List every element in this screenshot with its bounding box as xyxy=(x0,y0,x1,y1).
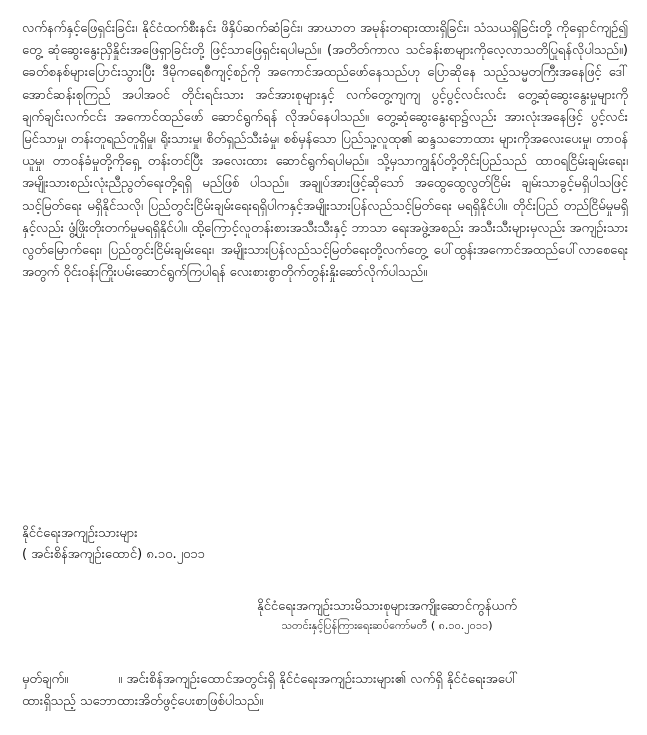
signature-left xyxy=(22,523,205,565)
note-line-1: အင်းစိန်အကျဉ်းထောင်အတွင်းရှိ နိုင်ငံရေးအကျဉ်းသားများ၏ လက်ရှိ နိုင်ငံရေးအပေါ် xyxy=(126,672,519,687)
signature-right xyxy=(257,597,517,635)
subcommittee-date: သတင်းနှင့်ပြန်ကြားရေးဆပ်ကော်မတီ ( ၈.၁၀.၂၀၁၁) xyxy=(281,619,493,632)
note-label: မှတ်ချက်။ xyxy=(22,672,69,687)
statement-paragraph: လက်နက်နှင့်ဖြေရှင်းခြင်း၊ နိုင်ငံထက်စီးနင်း ဖိနှိပ်ဆက်ဆံခြင်း၊ အာဃာတ အမုန်းတရားထားရှိခြင်း၊ သံသယရှိခြင်းတို့ ကိုရှောင်ကျဉ်၍ တွေ့ ဆုံဆွေးနွေးညှိနှိုင်းအဖြေရှာခြင်းတို့ ဖြင့်သာဖြေရှင်းရပါမည်။ (အတိတ်ကာလ သင်ခန်းစာများကိုလေ့လာသတိပြုရန်လိုပါသည်။) ခေတ်စနစ်များပြောင်းသွားပြီး ဒီမိုကရေစီကျင့်စဉ်ကို အကောင်အထည်ဖော်နေသည်ဟု ပြောဆိုနေ သည့်သမ္မတကြီးအနေဖြင့် ဒေါ်အောင်ဆန်းစုကြည် အပါအဝင် တိုင်းရင်းသား အင်အားစုများနှင့် လက်တွေ့ကျကျ ပွင့်ပွင့်လင်းလင်း တွေ့ဆုံဆွေးနွေးမှုများကို ချက်ချင်းလက်ငင်း အကောင်ထည်ဖော် ဆောင်ရွက်ရန် လိုအပ်နေပါသည်။ တွေ့ဆုံဆွေးနွေးရာ၌လည်း အားလုံးအနေဖြင့် ပွင့်လင်းမြင်သာမှု၊ တန်းတူရည်တူရှိမှု၊ ရိုးသားမှု၊ စိတ်ရှည်သီးခံမှု၊ စစ်မှန်သော ပြည်သူ့လူထု၏ ဆန္ဒသဘောထား များကိုအလေးပေးမှု၊ တာဝန်ယူမှု၊ တာဝန်ခံမှုတို့ကိုရှေ့ တန်းတင်ပြီး အလေးထား ဆောင်ရွက်ရပါမည်။ သို့မှသာကျွန်ုပ်တို့တိုင်းပြည်သည် ထာဝရငြိမ်းချမ်းရေး၊ အမျိုးသားစည်းလုံးညီညွတ်ရေးတို့ရရှိ မည်ဖြစ် ပါသည်။ အချုပ်အားဖြင့်ဆိုသော် အထွေထွေလွတ်ငြိမ်း ချမ်းသာခွင့်မရှိပါသဖြင့်သင့်မြတ်ရေး မရှိနိုင်သလို၊ ပြည်တွင်းငြိမ်းချမ်းရေးရရှိပါကနှင့်အမျိုးသားပြန်လည်သင့်မြတ်ရေး မရရှိနိုင်ပါ။ တိုင်းပြည် တည်ငြိမ်မှုမရှိနှင့်လည်း ဖွံ့ဖြိုးတိုးတက်မှုမရရှိနိုင်ပါ။ ထို့ကြောင့်လူတန်းစားအသီးသီးနှင့် ဘာသာ ရေးအဖွဲ့အစည်း အသီးသီးများမှလည်း အကျဉ်းသားလွတ်မြောက်ရေး၊ ပြည်တွင်းငြိမ်းချမ်းရေး၊ အမျိုးသားပြန်လည်သင့်မြတ်ရေးတို့လက်တွေ့ ပေါ်ထွန်းအကောင်အထည်ပေါ်လာစေရေးအတွက် ဝိုင်းဝန်းကြိုးပမ်းဆောင်ရွက်ကြပါရန် လေးစားစွာတိုက်တွန်းနှိုးဆော်လိုက်ပါသည်။ xyxy=(22,21,628,281)
footnote xyxy=(22,669,628,713)
network-name: နိုင်ငံရေးအကျဉ်းသားမိသားစုများအကျိုးဆောင်ကွန်ယက် xyxy=(257,599,517,614)
signatory-name: နိုင်ငံရေးအကျဉ်းသားများ xyxy=(22,526,138,541)
note-mark: ။ xyxy=(118,672,123,687)
statement-body xyxy=(22,18,628,284)
signatory-location-date: ( အင်းစိန်အကျဉ်းထောင်) ၈.၁၀.၂၀၁၁ xyxy=(22,547,205,562)
note-line-2: ထားရှိသည့် သဘောထားအိတ်ဖွင့်ပေးစာဖြစ်ပါသည်။ xyxy=(22,694,264,709)
